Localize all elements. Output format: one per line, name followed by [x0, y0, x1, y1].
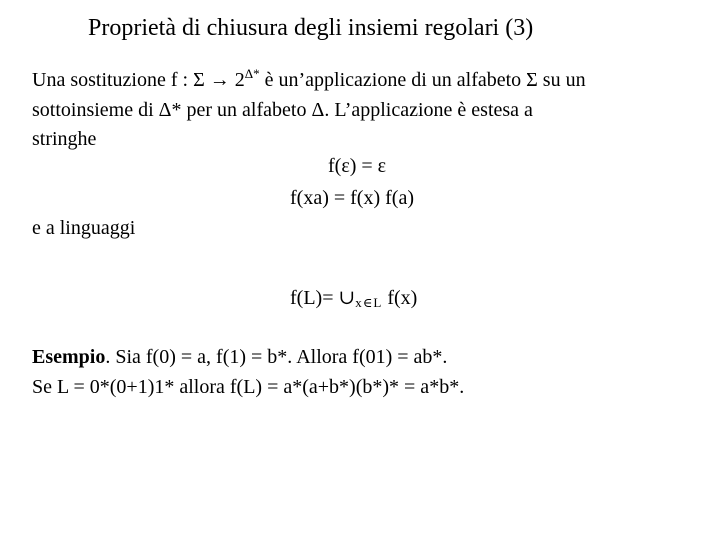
intro-line-2: sottoinsieme di Δ* per un alfabeto Δ. L’applicazione è estesa a	[32, 99, 533, 121]
slide-title: Proprietà di chiusura degli insiemi regolari (3)	[88, 15, 534, 41]
intro-paragraph	[32, 66, 586, 154]
linguaggi-text: e a linguaggi	[32, 217, 136, 239]
example-line-2: Se L = 0*(0+1)1* allora f(L) = a*(a+b*)(b*)* = a*b*.	[32, 376, 465, 398]
intro-line-1-superscript: Δ*	[244, 66, 260, 81]
formula-f-L-prefix: f(L)= ∪	[290, 287, 356, 309]
example-line-1-rest: . Sia f(0) = a, f(1) = b*. Allora f(01) = ab*.	[105, 346, 448, 368]
formula-f-L	[290, 284, 417, 314]
formula-f-xa: f(xa) = f(x) f(a)	[290, 187, 414, 209]
intro-line-1-suffix: è un’applicazione di un alfabeto Σ su un	[259, 69, 586, 91]
example-block	[32, 342, 464, 402]
example-label: Esempio	[32, 346, 106, 368]
intro-line-3: stringhe	[32, 128, 97, 150]
formula-f-L-subscript: x∈L	[355, 295, 383, 310]
formula-f-L-suffix: f(x)	[382, 287, 418, 309]
intro-line-1-prefix: Una sostituzione f : Σ → 2	[32, 69, 245, 91]
formula-f-epsilon: f(ε) = ε	[328, 155, 387, 177]
example-line-1	[32, 342, 464, 372]
intro-line-1	[32, 66, 586, 96]
